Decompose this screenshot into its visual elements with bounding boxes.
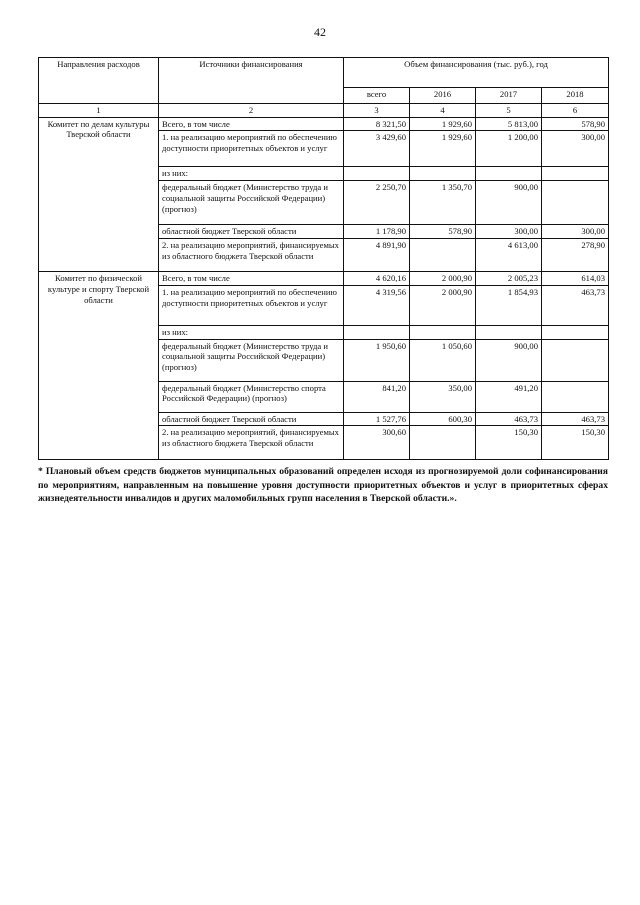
page-number: 42	[314, 25, 326, 39]
value-2018	[542, 167, 609, 181]
value-2018: 278,90	[542, 239, 609, 272]
source-cell: федеральный бюджет (Министерство труда и социальной защиты Российской Федерации) (прогноз)	[159, 181, 344, 225]
source-cell: 2. на реализацию мероприятий, финансируемых из областного бюджета Тверской области	[159, 426, 344, 460]
value-2018: 463,73	[542, 412, 609, 426]
value-total: 8 321,50	[344, 117, 410, 131]
table-row	[39, 117, 609, 131]
table-row	[39, 272, 609, 286]
value-total	[344, 167, 410, 181]
value-2016	[410, 325, 476, 339]
col-number-6: 6	[542, 104, 609, 118]
value-total	[344, 325, 410, 339]
direction-culture: Комитет по делам культуры Тверской области	[39, 117, 159, 271]
value-2018: 300,00	[542, 225, 609, 239]
col-number-4: 4	[410, 104, 476, 118]
value-2018	[542, 181, 609, 225]
value-2018	[542, 325, 609, 339]
value-2018: 614,03	[542, 272, 609, 286]
header-2016: 2016	[410, 88, 476, 104]
value-2018: 300,00	[542, 131, 609, 167]
header-total: всего	[344, 88, 410, 104]
source-cell: из них:	[159, 325, 344, 339]
value-2018: 150,30	[542, 426, 609, 460]
value-2017: 463,73	[476, 412, 542, 426]
source-cell: областной бюджет Тверской области	[159, 225, 344, 239]
value-2017: 1 200,00	[476, 131, 542, 167]
col-number-3: 3	[344, 104, 410, 118]
value-2016	[410, 239, 476, 272]
header-sources: Источники финансирования	[159, 58, 344, 104]
value-2017: 491,20	[476, 381, 542, 412]
value-2017: 150,30	[476, 426, 542, 460]
value-2018	[542, 339, 609, 381]
value-2016: 2 000,90	[410, 272, 476, 286]
source-cell: федеральный бюджет (Министерство труда и социальной защиты Российской Федерации) (прогноз)	[159, 339, 344, 381]
value-2016: 1 929,60	[410, 117, 476, 131]
direction-sport: Комитет по физической культуре и спорту Тверской области	[39, 272, 159, 460]
value-2018	[542, 381, 609, 412]
value-2016: 1 929,60	[410, 131, 476, 167]
header-volume: Объем финансирования (тыс. руб.), год	[344, 58, 609, 88]
financing-table	[38, 57, 609, 460]
value-2018: 463,73	[542, 285, 609, 325]
value-2017: 2 005,23	[476, 272, 542, 286]
value-2017: 5 813,00	[476, 117, 542, 131]
value-total: 4 319,56	[344, 285, 410, 325]
value-2016: 1 350,70	[410, 181, 476, 225]
source-cell: областной бюджет Тверской области	[159, 412, 344, 426]
value-2017	[476, 325, 542, 339]
header-2017: 2017	[476, 88, 542, 104]
value-2017: 900,00	[476, 339, 542, 381]
source-cell: 2. на реализацию мероприятий, финансируемых из областного бюджета Тверской области	[159, 239, 344, 272]
source-cell: 1. на реализацию мероприятий по обеспечению доступности приоритетных объектов и услуг	[159, 285, 344, 325]
source-cell: 1. на реализацию мероприятий по обеспечению доступности приоритетных объектов и услуг	[159, 131, 344, 167]
value-total: 1 950,60	[344, 339, 410, 381]
value-2017: 900,00	[476, 181, 542, 225]
value-2016: 578,90	[410, 225, 476, 239]
value-2016	[410, 426, 476, 460]
value-total: 4 620,16	[344, 272, 410, 286]
col-number-1: 1	[39, 104, 159, 118]
footnote: * Плановый объем средств бюджетов муниципальных образований определен исходя из прогнозируемой доли софинансирования по мероприятиям, направленным на повышение уровня доступности приоритетных объектов и услуг в приоритетных сферах жизнедеятельности инвалидов и других маломобильных групп населения в Тверской области.».	[38, 466, 608, 505]
col-number-5: 5	[476, 104, 542, 118]
value-2017: 300,00	[476, 225, 542, 239]
value-2016	[410, 167, 476, 181]
value-total: 300,60	[344, 426, 410, 460]
value-2016: 350,00	[410, 381, 476, 412]
header-direction: Направления расходов	[39, 58, 159, 104]
value-2017: 1 854,93	[476, 285, 542, 325]
value-total: 841,20	[344, 381, 410, 412]
value-2016: 2 000,90	[410, 285, 476, 325]
header-2018: 2018	[542, 88, 609, 104]
value-2018: 578,90	[542, 117, 609, 131]
value-2017: 4 613,00	[476, 239, 542, 272]
value-2017	[476, 167, 542, 181]
value-2016: 1 050,60	[410, 339, 476, 381]
source-cell: федеральный бюджет (Министерство спорта Российской Федерации) (прогноз)	[159, 381, 344, 412]
source-cell: Всего, в том числе	[159, 117, 344, 131]
source-cell: Всего, в том числе	[159, 272, 344, 286]
value-total: 4 891,90	[344, 239, 410, 272]
value-total: 3 429,60	[344, 131, 410, 167]
col-number-2: 2	[159, 104, 344, 118]
value-total: 2 250,70	[344, 181, 410, 225]
value-total: 1 178,90	[344, 225, 410, 239]
value-total: 1 527,76	[344, 412, 410, 426]
source-cell: из них:	[159, 167, 344, 181]
value-2016: 600,30	[410, 412, 476, 426]
